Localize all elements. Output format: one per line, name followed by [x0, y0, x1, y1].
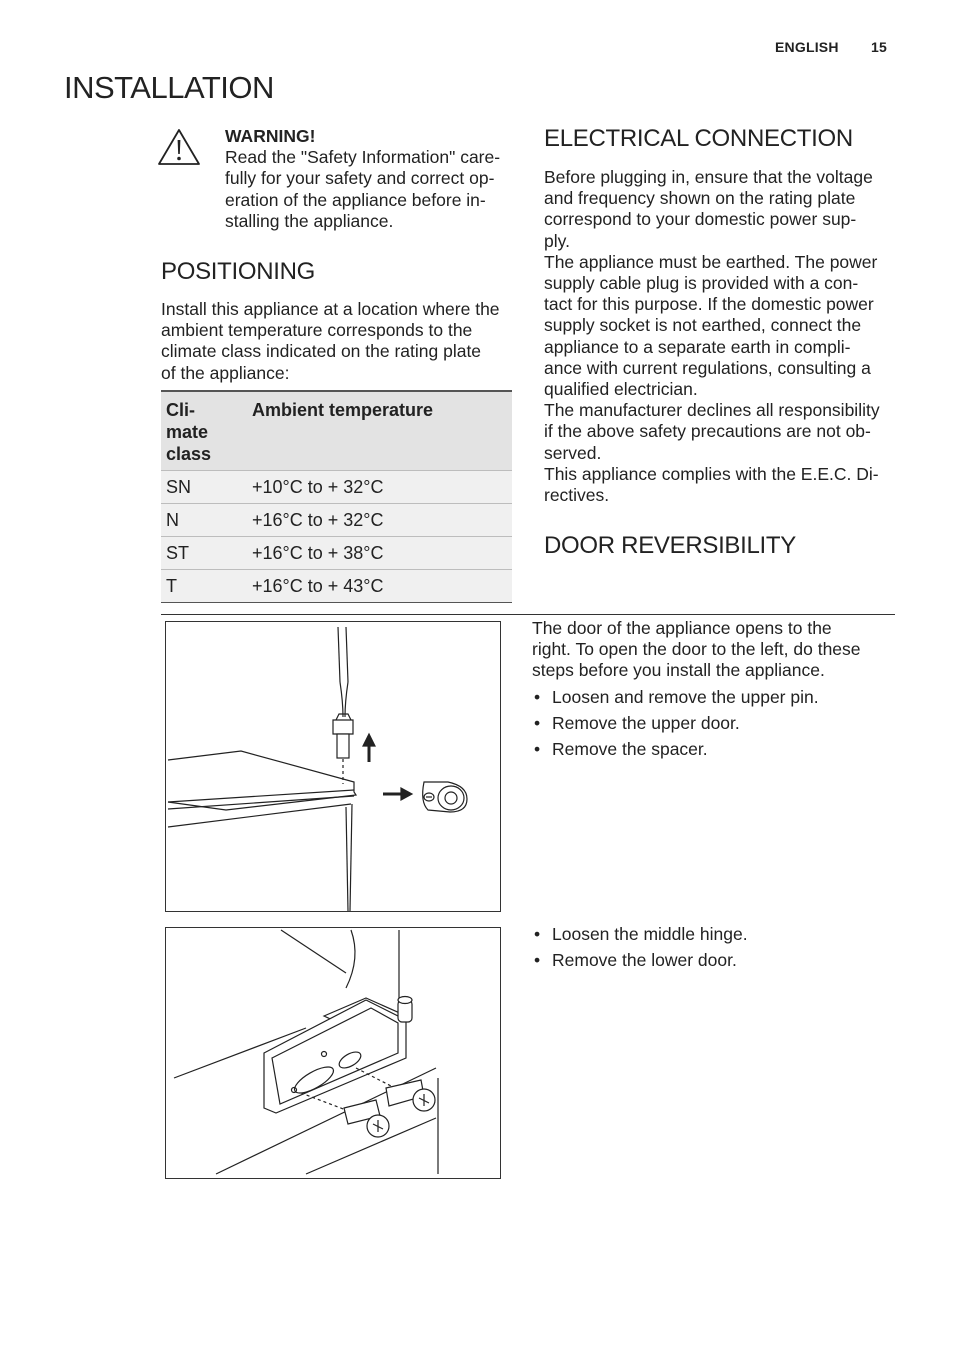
electrical-line: supply cable plug is provided with a con- [544, 273, 859, 294]
climate-class-cell: SN [166, 477, 192, 497]
table-header-row [161, 392, 512, 471]
door-intro-text [532, 618, 894, 682]
temperature-cell: +16°C to + 43°C [252, 576, 384, 596]
climate-class-cell: N [166, 510, 179, 530]
table-row [161, 570, 512, 603]
door-intro-line: steps before you install the appliance. [532, 660, 825, 681]
positioning-text [161, 299, 521, 384]
header-line: class [166, 444, 212, 464]
temperature-cell: +16°C to + 38°C [252, 543, 384, 563]
table-row [161, 471, 512, 504]
climate-class-header [161, 392, 247, 471]
temperature-cell: +10°C to + 32°C [252, 477, 384, 497]
electrical-line: if the above safety precautions are not ob- [544, 421, 871, 442]
step-list-lower [532, 924, 894, 976]
electrical-line: The appliance must be earthed. The power [544, 251, 878, 272]
electrical-text [544, 167, 904, 506]
positioning-line: of the appliance: [161, 362, 290, 383]
positioning-heading: POSITIONING [161, 258, 316, 285]
electrical-line: supply socket is not earthed, connect the [544, 315, 862, 336]
climate-table [161, 392, 512, 603]
header-line: mate [166, 422, 209, 442]
positioning-line: Install this appliance at a location where the [161, 299, 500, 319]
list-item: • Remove the lower door. [532, 950, 894, 971]
climate-class-cell: T [166, 576, 177, 596]
electrical-line: Before plugging in, ensure that the voltage [544, 167, 873, 187]
electrical-line: The manufacturer declines all responsibility [544, 400, 880, 421]
electrical-line: ance with current regulations, consulting a [544, 357, 871, 378]
table-row [161, 537, 512, 570]
warning-line: eration of the appliance before in- [225, 189, 486, 210]
header-line: Cli- [166, 400, 195, 420]
warning-block [225, 126, 515, 232]
electrical-line: ply. [544, 230, 570, 251]
warning-line: stalling the appliance. [225, 210, 394, 231]
electrical-line: rectives. [544, 485, 610, 506]
ambient-temperature-header: Ambient temperature [252, 400, 434, 420]
upper-pin-illustration [165, 621, 501, 912]
electrical-line: appliance to a separate earth in compli- [544, 336, 851, 357]
step-list-upper [532, 687, 894, 765]
electrical-line: qualified electrician. [544, 379, 698, 400]
list-item: • Remove the upper door. [532, 713, 894, 734]
language-label: ENGLISH [775, 39, 839, 55]
page-title: INSTALLATION [64, 70, 274, 105]
table-row [161, 504, 512, 537]
electrical-line: and frequency shown on the rating plate [544, 188, 856, 209]
electrical-heading: ELECTRICAL CONNECTION [544, 125, 853, 152]
electrical-line: correspond to your domestic power sup- [544, 209, 857, 230]
warning-icon [157, 127, 201, 167]
middle-hinge-illustration [165, 927, 501, 1179]
door-intro-line: right. To open the door to the left, do these [532, 639, 861, 660]
positioning-line: climate class indicated on the rating plate [161, 341, 482, 362]
electrical-line: This appliance complies with the E.E.C. Di- [544, 463, 879, 484]
warning-line: fully for your safety and correct op- [225, 168, 495, 189]
electrical-line: served. [544, 442, 602, 463]
section-divider [161, 614, 895, 615]
electrical-line: tact for this purpose. If the domestic power [544, 294, 874, 315]
climate-table-wrapper [161, 390, 512, 603]
page-number: 15 [871, 39, 887, 55]
list-item: • Loosen the middle hinge. [532, 924, 894, 945]
warning-title: WARNING! [225, 126, 316, 146]
list-item: • Remove the spacer. [532, 739, 894, 760]
climate-class-cell: ST [166, 543, 190, 563]
temperature-cell: +16°C to + 32°C [252, 510, 384, 530]
door-intro-line: The door of the appliance opens to the [532, 618, 832, 638]
warning-line: Read the "Safety Information" care- [225, 147, 501, 168]
list-item: • Loosen and remove the upper pin. [532, 687, 894, 708]
door-reversibility-heading: DOOR REVERSIBILITY [544, 532, 796, 559]
positioning-line: ambient temperature corresponds to the [161, 320, 473, 341]
